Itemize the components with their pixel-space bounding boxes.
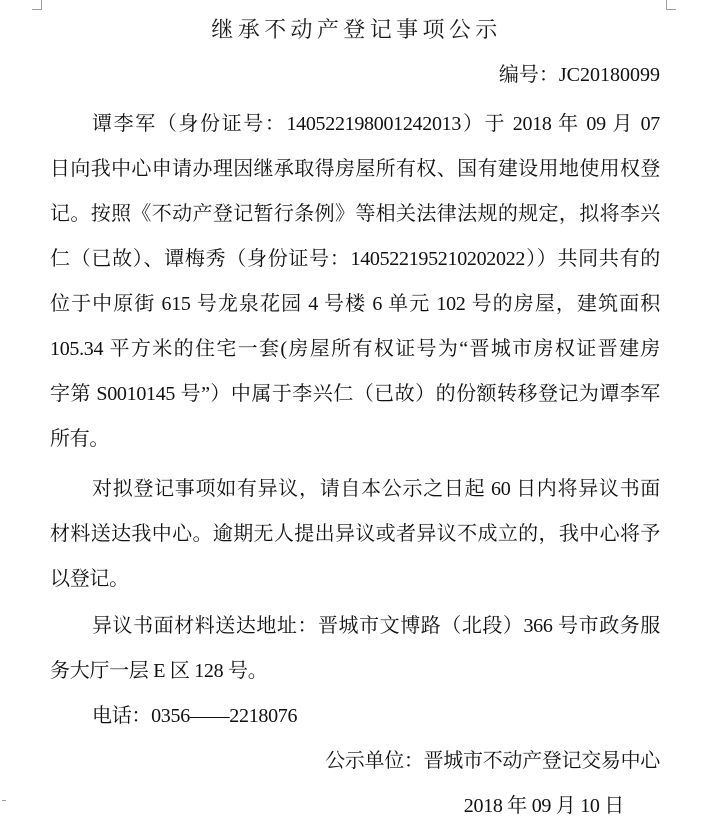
text-line: 谭李军（身份证号：140522198001242013）于 2018 年 09 月 07 xyxy=(92,113,660,135)
paragraph-objection-period xyxy=(50,467,660,602)
text-line: 以登记。 xyxy=(50,568,129,590)
text-line: 字第 S0010145 号”）中属于李兴仁（已故）的份额转移登记为谭李军 xyxy=(50,383,660,405)
paragraph-delivery-address xyxy=(50,604,660,694)
text-line: 位于中原街 615 号龙泉花园 4 号楼 6 单元 102 号的房屋，建筑面积 xyxy=(50,293,660,315)
text-line: 记。按照《不动产登记暂行条例》等相关法律法规的规定，拟将李兴 xyxy=(50,203,660,225)
text-line: 仁（已故）、谭梅秀（身份证号：140522195210202022））共同共有的 xyxy=(50,248,660,270)
document-number: 编号：JC20180099 xyxy=(498,64,660,86)
text-line: 105.34 平方米的住宅一套(房屋所有权证号为“晋城市房权证晋建房 xyxy=(50,338,660,360)
issuing-organization: 公示单位：晋城市不动产登记交易中心 xyxy=(325,750,660,772)
margin-corner-mark-top-right xyxy=(666,0,667,9)
text-line: 材料送达我中心。逾期无人提出异议或者异议不成立的，我中心将予 xyxy=(50,523,660,545)
document-body xyxy=(50,102,660,829)
document-title: 继承不动产登记事项公示 xyxy=(211,17,502,42)
margin-corner-mark-top-left xyxy=(41,0,42,9)
paragraph-phone xyxy=(50,694,660,739)
text-line: 对拟登记事项如有异议，请自本公示之日起 60 日内将异议书面 xyxy=(92,478,660,500)
text-line: 务大厅一层 E 区 128 号。 xyxy=(50,660,268,682)
text-line: 日向我中心申请办理因继承取得房屋所有权、国有建设用地使用权登 xyxy=(50,158,660,180)
text-line: 所有。 xyxy=(50,428,110,450)
paragraph-notice-details xyxy=(50,102,660,462)
phone-line: 电话：0356——2218076 xyxy=(92,705,298,727)
margin-edge-mark xyxy=(2,800,6,801)
text-line: 异议书面材料送达地址：晋城市文博路（北段）366 号市政务服 xyxy=(92,615,660,637)
issue-date: 2018 年 09 月 10 日 xyxy=(463,795,624,817)
